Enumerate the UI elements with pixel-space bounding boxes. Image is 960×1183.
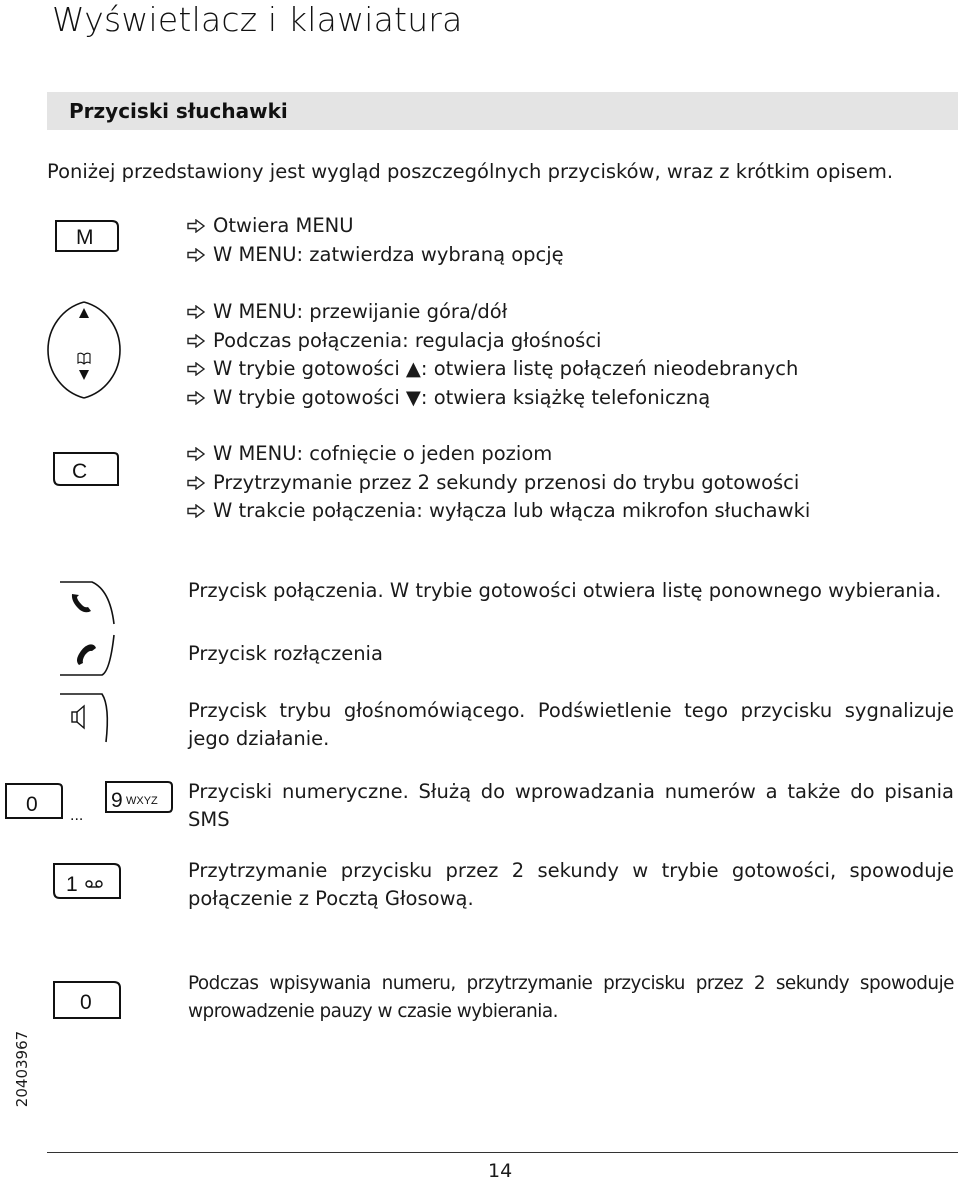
voicemail-key-desc: Przytrzymanie przycisku przez 2 sekundy w trybie gotowości, spowoduje połączenie z Pocztą Głosową. — [188, 859, 954, 910]
section-heading: Przyciski słuchawki — [69, 99, 288, 123]
one-key-label: 1 — [66, 873, 78, 896]
zero-pause-key-label: 0 — [80, 991, 92, 1014]
zero-key-desc: Podczas wpisywania numeru, przytrzymanie przycisku przez 2 sekundy spowoduje wprowadzenie pauzy w czasie wybierania. — [188, 973, 954, 1022]
ellipsis-label: ... — [70, 807, 84, 824]
speaker-key-icon — [58, 692, 118, 748]
phone-handset-icon — [72, 594, 91, 612]
zero-pause-key-icon — [52, 980, 122, 1024]
page-title: Wyświetlacz i klawiatura — [52, 0, 463, 39]
arrow-icon — [187, 476, 205, 490]
menu-key-icon — [54, 219, 120, 257]
section-header — [47, 92, 958, 130]
end-key-desc: Przycisk rozłączenia — [188, 642, 383, 665]
up-arrow-icon — [79, 308, 89, 318]
arrow-icon — [187, 504, 205, 518]
zero-key-label: 0 — [26, 793, 38, 816]
arrow-icon — [187, 248, 205, 262]
nav-key-desc-1: W MENU: przewijanie góra/dół — [187, 298, 507, 327]
footer-divider — [47, 1152, 958, 1153]
c-key-desc-2: Przytrzymanie przez 2 sekundy przenosi do trybu gotowości — [187, 469, 799, 498]
arrow-icon — [187, 362, 205, 376]
nav-key-desc-3: W trybie gotowości ▲: otwiera listę połączeń nieodebranych — [187, 355, 798, 384]
document-id: 20403967 — [13, 1030, 31, 1108]
clear-key-label: C — [72, 460, 88, 483]
end-key-icon — [58, 631, 118, 681]
arrow-icon — [187, 219, 205, 233]
arrow-icon — [187, 334, 205, 348]
c-key-desc-1: W MENU: cofnięcie o jeden poziom — [187, 440, 552, 469]
intro-text: Poniżej przedstawiony jest wygląd poszczególnych przycisków, wraz z krótkim opisem. — [47, 160, 894, 183]
phone-hangup-icon — [77, 644, 96, 665]
numeric-keys-icon — [4, 780, 174, 830]
arrow-icon — [187, 305, 205, 319]
menu-key-label: M — [76, 226, 94, 249]
arrow-icon — [187, 391, 205, 405]
numeric-keys-desc: Przyciski numeryczne. Służą do wprowadzania numerów a także do pisania SMS — [188, 780, 954, 831]
speaker-icon — [72, 706, 84, 728]
nav-key-desc-2: Podczas połączenia: regulacja głośności — [187, 327, 601, 356]
call-key-icon — [58, 580, 118, 630]
nine-key-letters: WXYZ — [126, 795, 158, 807]
arrow-icon — [187, 447, 205, 461]
nine-key-label: 9 — [111, 789, 123, 812]
speaker-key-desc: Przycisk trybu głośnomówiącego. Podświetlenie tego przycisku sygnalizuje jego działanie. — [188, 699, 954, 750]
navigation-key-icon — [44, 300, 124, 404]
clear-key-icon — [52, 451, 120, 491]
book-icon — [78, 353, 90, 364]
voicemail-key-icon — [52, 862, 122, 904]
voicemail-icon — [86, 881, 102, 887]
call-key-desc: Przycisk połączenia. W trybie gotowości otwiera listę ponownego wybierania. — [188, 579, 942, 602]
down-arrow-icon — [79, 370, 89, 380]
c-key-desc-3: W trakcie połączenia: wyłącza lub włącza mikrofon słuchawki — [187, 497, 810, 526]
menu-key-desc-2: W MENU: zatwierdza wybraną opcję — [187, 241, 564, 270]
page-number: 14 — [488, 1160, 513, 1182]
menu-key-desc-1: Otwiera MENU — [187, 212, 354, 241]
nav-key-desc-4: W trybie gotowości ▼: otwiera książkę telefoniczną — [187, 384, 710, 413]
